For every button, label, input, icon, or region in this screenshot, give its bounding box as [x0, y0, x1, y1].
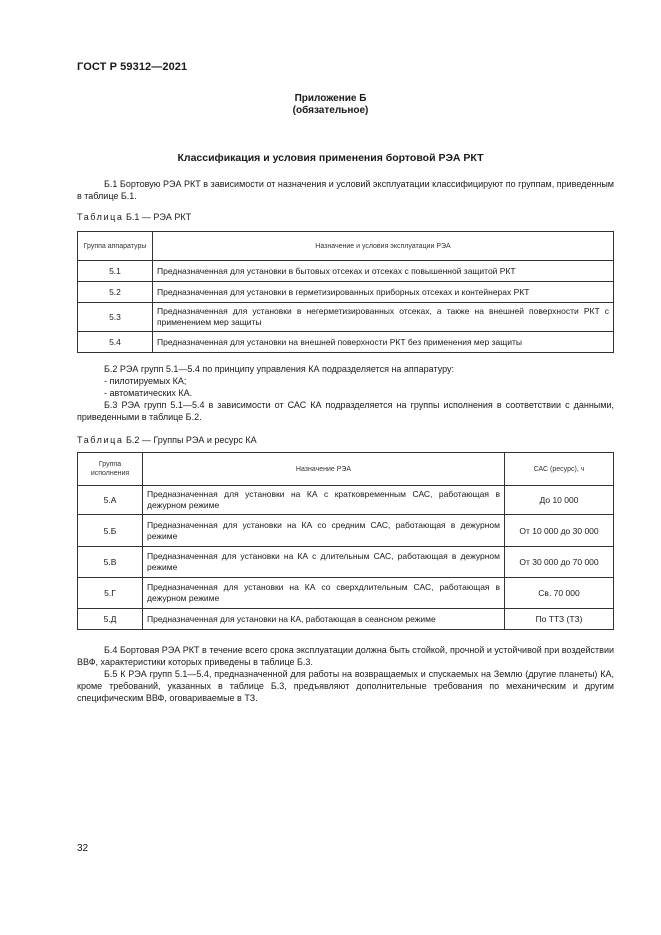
table2-caption-text: Б.2 — Группы РЭА и ресурс КА [126, 435, 257, 445]
appendix-title: Приложение Б [294, 93, 367, 104]
table1-cell-purpose: Предназначенная для установки на внешней поверхности РКТ без применения мер защиты [153, 332, 614, 353]
table2-cell-group: 5.Б [78, 515, 143, 547]
table1-caption-label: Таблица [77, 212, 124, 222]
table-row [78, 547, 614, 578]
table2-header-purpose: Назначение РЭА [143, 453, 505, 486]
table1-cell-group: 5.1 [78, 261, 153, 282]
table-row [78, 578, 614, 609]
table1-caption-text: Б.1 — РЭА РКТ [126, 212, 192, 222]
table2-cell-resource: По ТТЗ (ТЗ) [505, 609, 614, 630]
table1-header-purpose: Назначение и условия эксплуатации РЭА [153, 232, 614, 261]
paragraph-b1: Б.1 Бортовую РЭА РКТ в зависимости от назначения и условий эксплуатации классифицируют по группам, приведенным в таблице Б.1. [77, 179, 614, 201]
table-row [78, 282, 614, 303]
table1-cell-purpose: Предназначенная для установки в негерметизированных отсеках, а также на внешней поверхности РКТ с применением мер защиты [153, 303, 614, 332]
table2-cell-purpose: Предназначенная для установки на КА с кратковременным САС, работающая в дежурном режиме [143, 486, 505, 515]
table2-cell-resource: От 10 000 до 30 000 [505, 515, 614, 547]
appendix-status: (обязательное) [292, 105, 369, 116]
table-row [78, 609, 614, 630]
table2-header-group: Группа исполнения [78, 453, 143, 486]
table1-cell-purpose: Предназначенная для установки в бытовых отсеках и отсеках с повышенной защитой РКТ [153, 261, 614, 282]
table1-cell-group: 5.4 [78, 332, 153, 353]
table2-caption [77, 435, 257, 445]
table2-cell-resource: От 30 000 до 70 000 [505, 547, 614, 578]
table-row [78, 486, 614, 515]
page-number: 32 [77, 843, 89, 854]
table2-cell-purpose: Предназначенная для установки на КА со сверхдлительным САС, работающая в дежурном режиме [143, 578, 505, 609]
table1-header-group: Группа аппаратуры [78, 232, 153, 261]
paragraph-b3: Б.3 РЭА групп 5.1—5.4 в зависимости от САС КА подразделяется на группы исполнения в соответствии с данными, приведенными в таблице Б.2. [77, 400, 614, 422]
document-id: ГОСТ Р 59312—2021 [77, 61, 188, 73]
table-b2 [77, 452, 614, 630]
table2-cell-resource: Св. 70 000 [505, 578, 614, 609]
table1-caption [77, 212, 191, 222]
section-title: Классификация и условия применения бортовой РЭА РКТ [177, 152, 484, 164]
table2-cell-group: 5.А [78, 486, 143, 515]
table1-cell-purpose: Предназначенная для установки в герметизированных приборных отсеках и контейнерах РКТ [153, 282, 614, 303]
table2-cell-purpose: Предназначенная для установки на КА со средним САС, работающая в дежурном режиме [143, 515, 505, 547]
table2-cell-resource: До 10 000 [505, 486, 614, 515]
table2-cell-group: 5.Г [78, 578, 143, 609]
table1-cell-group: 5.2 [78, 282, 153, 303]
paragraph-b5: Б.5 К РЭА групп 5.1—5.4, предназначенной для работы на возвращаемых и спускаемых на Землю (другие планеты) КА, кроме требований, указанных в таблице Б.3, предъявляют дополнительные требования по механическим и другим специфическим ВВФ, оговариваемые в ТЗ. [77, 669, 614, 703]
table2-header-resource: САС (ресурс), ч [505, 453, 614, 486]
table1-cell-group: 5.3 [78, 303, 153, 332]
table2-cell-purpose: Предназначенная для установки на КА с длительным САС, работающая в дежурном режиме [143, 547, 505, 578]
table-row [78, 303, 614, 332]
table-row [78, 515, 614, 547]
paragraph-b4: Б.4 Бортовая РЭА РКТ в течение всего срока эксплуатации должна быть стойкой, прочной и устойчивой при воздействии ВВФ, характеристики которых приведены в таблице Б.3. [77, 645, 614, 667]
table-row [78, 332, 614, 353]
table2-header-row [78, 453, 614, 486]
table2-cell-group: 5.В [78, 547, 143, 578]
paragraph-b2-item1: - пилотируемых КА; [104, 376, 187, 386]
table-row [78, 261, 614, 282]
table1-header-row [78, 232, 614, 261]
paragraph-b2-intro: Б.2 РЭА групп 5.1—5.4 по принципу управления КА подразделяется на аппаратуру: [104, 364, 455, 374]
table-b1 [77, 231, 614, 353]
paragraph-b2-item2: - автоматических КА. [104, 388, 193, 398]
table2-cell-purpose: Предназначенная для установки на КА, работающая в сеансном режиме [143, 609, 505, 630]
table2-caption-label: Таблица [77, 435, 124, 445]
table2-cell-group: 5.Д [78, 609, 143, 630]
